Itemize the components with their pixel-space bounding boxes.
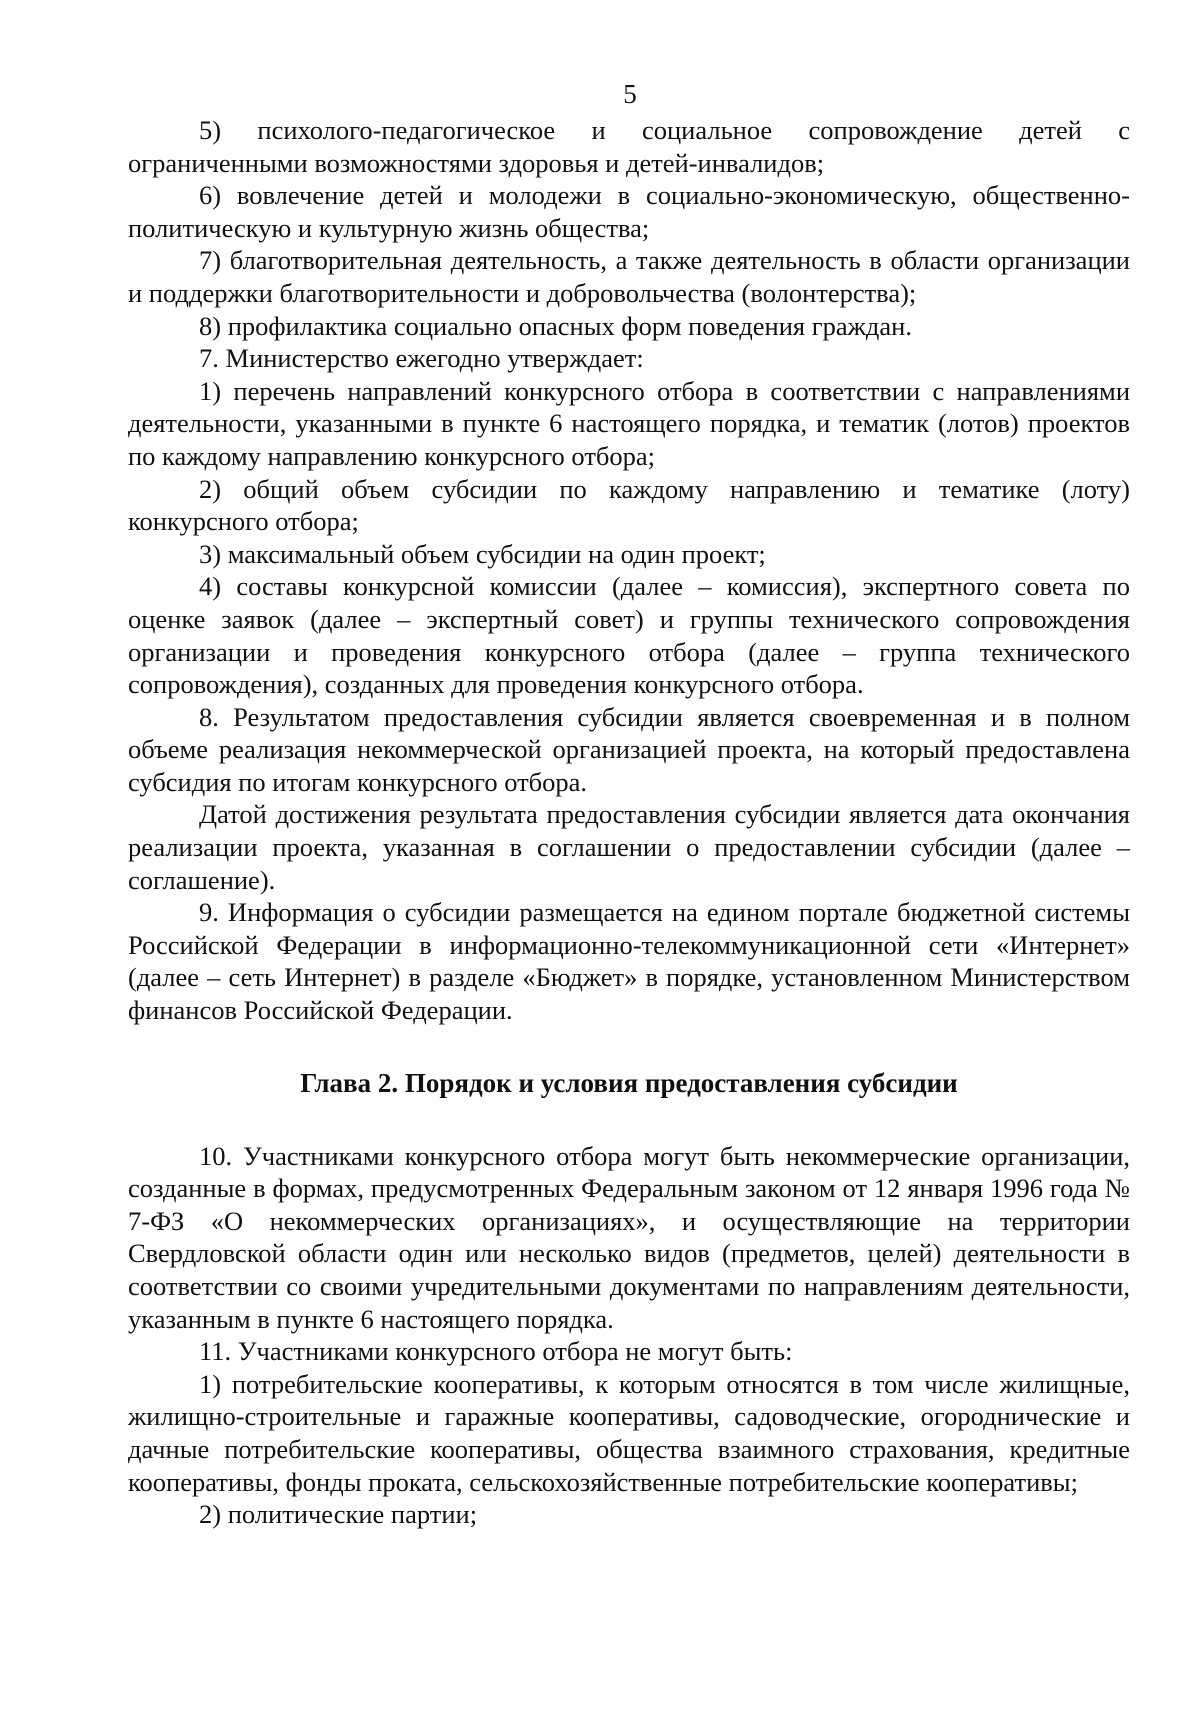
paragraph-1-cooperatives: 1) потребительские кооперативы, к которым относятся в том числе жилищные, жилищно-строительные и гаражные кооперативы, садоводческие, огороднические и дачные потребительские кооперативы, общества взаимного страхования, кредитные кооперативы, фонды проката, сельскохозяйственные потребительские кооперативы; (128, 1368, 1130, 1497)
section-bottom (128, 1140, 1130, 1531)
paragraph-6-youth-involvement: 6) вовлечение детей и молодежи в социально-экономическую, общественно-политическую и культурную жизнь общества; (128, 180, 1130, 243)
clause-11-not-participants: 11. Участниками конкурсного отбора не могут быть: (199, 1336, 793, 1367)
paragraph-5-psych-support: 5) психолого-педагогическое и социальное сопровождение детей с ограниченными возможностями здоровья и детей-инвалидов; (128, 115, 1130, 178)
paragraph-7-charity: 7) благотворительная деятельность, а также деятельность в области организации и поддержки благотворительности и добровольчества (волонтерства); (128, 245, 1130, 308)
clause-9-information: 9. Информация о субсидии размещается на едином портале бюджетной системы Российской Федерации в информационно-телекоммуникационной сети «Интернет» (далее – сеть Интернет) в разделе «Бюджет» в порядке, установленном Министерством финансов Российской Федерации. (128, 897, 1130, 1026)
paragraph-4-commission: 4) составы конкурсной комиссии (далее – комиссия), экспертного совета по оценке заявок (далее – экспертный совет) и группы технического сопровождения организации и проведения конкурсного отбора (далее – группа технического сопровождения), созданных для проведения конкурсного отбора. (128, 571, 1130, 700)
paragraph-2-total-subsidy: 2) общий объем субсидии по каждому направлению и тематике (лоту) конкурсного отбора; (128, 473, 1130, 537)
paragraph-3-max-subsidy: 3) максимальный объем субсидии на один проект; (199, 538, 766, 569)
paragraph-1-directions-list: 1) перечень направлений конкурсного отбора в соответствии с направлениями деятельности, указанными в пункте 6 настоящего порядка, и тематик (лотов) проектов по каждому направлению конкурсного отбора; (128, 375, 1130, 471)
clause-7-ministry-approves: 7. Министерство ежегодно утверждает: (199, 343, 644, 374)
paragraph-result-date: Датой достижения результата предоставления субсидии является дата окончания реализации проекта, указанная в соглашении о предоставлении субсидии (далее – соглашение). (128, 799, 1130, 895)
section-top (128, 114, 1130, 1027)
paragraph-2-political-parties: 2) политические партии; (199, 1499, 478, 1530)
chapter-heading: Глава 2. Порядок и условия предоставления субсидии (300, 1067, 958, 1098)
clause-8-result: 8. Результатом предоставления субсидии является своевременная и в полном объеме реализация некоммерческой организацией проекта, на который предоставлена субсидия по итогам конкурсного отбора. (128, 701, 1130, 797)
paragraph-8-prevention: 8) профилактика социально опасных форм поведения граждан. (199, 310, 912, 341)
clause-10-participants: 10. Участниками конкурсного отбора могут быть некоммерческие организации, созданные в формах, предусмотренных Федеральным законом от 12 января 1996 года № 7-ФЗ «О некоммерческих организациях», и осуществляющие на территории Свердловской области один или несколько видов (предметов, целей) деятельности в соответствии со своими учредительными документами по направлениям деятельности, указанным в пункте 6 настоящего порядка. (128, 1140, 1130, 1334)
page-number: 5 (623, 79, 637, 109)
